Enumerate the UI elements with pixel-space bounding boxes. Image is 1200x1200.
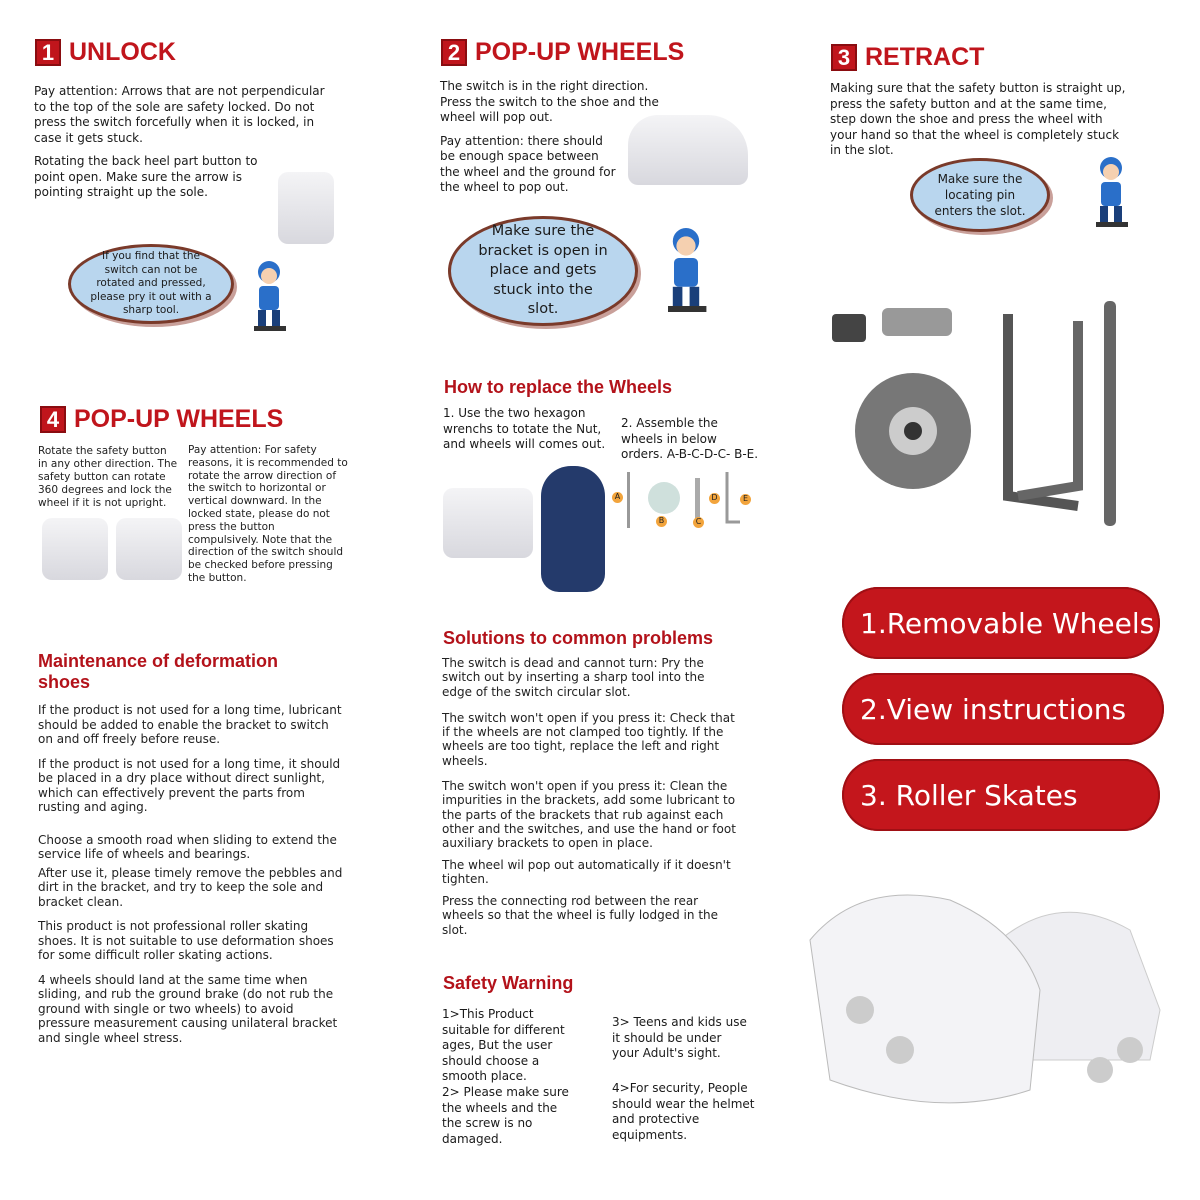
maintenance-para: This product is not professional roller skating shoes. It is not suitable to use deformation shoes for some difficult roller skating actions. (38, 919, 334, 962)
retract-text: Making sure that the safety button is straight up, press the safety button and at the same time, step down the shoe and press the wheel with your hand so that the wheel is completely stuck in the slot. (830, 81, 1126, 157)
maintenance-heading: Maintenance of deformation shoes (38, 651, 279, 692)
popup2-left-text: Rotate the safety button in any other direction. The safety button can rotate 360 degrees and lock the wheel if it is not upright. (38, 445, 178, 509)
tip-cloud: If you find that the switch can not be rotated and pressed, please pry it out with a sharp tool. (68, 244, 234, 324)
feature-removable-wheels: 1.Removable Wheels (842, 587, 1160, 659)
unlock-text-2: Rotating the back heel part button to point open. Make sure the arrow is pointing straight up the sole. (34, 154, 258, 199)
safety-heading: Safety Warning (443, 973, 574, 993)
step-1-heading: 1 UNLOCK (35, 38, 176, 67)
heel-button-image (116, 518, 182, 580)
assembly-order-diagram: A B C D E (612, 470, 760, 530)
wheel-removal-image (443, 488, 533, 558)
maintenance-para: After use it, please timely remove the pebbles and dirt in the bracket, and try to keep the sole and bracket clean. (38, 865, 343, 909)
skater-kid-icon (1086, 152, 1136, 232)
solution-para: The switch is dead and cannot turn: Pry the switch out by inserting a sharp tool into the edge of the switch circular slot. (442, 656, 705, 699)
solution-para: The wheel wil pop out automatically if it doesn't tighten. (442, 857, 731, 886)
solution-para: The switch won't open if you press it: Check that if the wheels are not clamped too tightly. If the wheels are too tight, replace the left and right wheels. (442, 710, 735, 768)
shoe-heel-image (278, 172, 334, 244)
safety-item-3: 3> Teens and kids use it should be under your Adult's sight. (612, 1015, 747, 1060)
safety-item-2: 2> Please make sure the wheels and the the screw is no damaged. (442, 1085, 569, 1146)
maintenance-para: 4 wheels should land at the same time when sliding, and rub the ground brake (do not rub the ground with single or two wheels) to avoid pressure measurement causing unilateral bracket and single wheel stress. (38, 972, 338, 1045)
heel-button-image (42, 518, 108, 580)
bracket-cloud: Make sure the bracket is open in place and gets stuck into the slot. (448, 216, 638, 326)
skater-kid-icon (244, 256, 294, 336)
locating-pin-cloud: Make sure the locating pin enters the slot. (910, 158, 1050, 232)
popup-text-2: Pay attention: there should be enough space between the wheel and the ground for the wheel to pop out. (440, 133, 616, 194)
safety-item-4: 4>For security, People should wear the helmet and protective equipments. (612, 1081, 755, 1142)
roller-shoes-image (800, 860, 1170, 1160)
shoe-sole-image (541, 466, 605, 592)
solutions-heading: Solutions to common problems (443, 628, 714, 648)
step-3-heading: 3 RETRACT (831, 43, 984, 72)
replace-step-1: 1. Use the two hexagon wrenchs to totate the Nut, and wheels will comes out. (443, 406, 606, 451)
maintenance-para: Choose a smooth road when sliding to extend the service life of wheels and bearings. (38, 832, 337, 861)
feature-roller-skates: 3. Roller Skates (842, 759, 1160, 831)
step-2-heading: 2 POP-UP WHEELS (441, 38, 684, 67)
replace-step-2: 2. Assemble the wheels in below orders. A-B-C-D-C- B-E. (621, 416, 759, 461)
feature-view-instructions: 2.View instructions (842, 673, 1164, 745)
unlock-text-1: Pay attention: Arrows that are not perpendicular to the top of the sole are safety locked. Do not press the switch forcefully when it is locked, in case it gets stuck. (34, 84, 325, 145)
maintenance-para: If the product is not used for a long time, lubricant should be added to enable the bracket to switch on and off freely before reuse. (38, 703, 342, 746)
shoe-wheels-image (628, 115, 748, 185)
skater-kid-icon (656, 222, 716, 318)
solution-para: Press the connecting rod between the rear wheels so that the wheel is fully lodged in the slot. (442, 894, 719, 937)
solution-para: The switch won't open if you press it: Clean the impurities in the brackets, add some lubricant to the parts of the brackets that rub against each other and the switches, and use the hand or foot auxiliary brackets to open in place. (442, 779, 736, 851)
step-4-heading: 4 POP-UP WHEELS (40, 405, 283, 434)
safety-item-1: 1>This Product suitable for different ages, But the user should choose a smooth place. (442, 1007, 565, 1083)
maintenance-para: If the product is not used for a long time, it should be placed in a dry place without direct sunlight, which can effectively prevent the parts from rusting and aging. (38, 756, 341, 814)
wheel-parts-image (828, 296, 1148, 536)
popup-text-1: The switch is in the right direction. Press the switch to the shoe and the wheel will pop out. (440, 79, 659, 124)
popup2-right-text: Pay attention: For safety reasons, it is recommended to rotate the arrow direction of the switch to horizontal or vertical downward. In the locked state, please do not press the button compulsively. Note that the direction of the switch should be checked before pressing the button. (188, 444, 348, 584)
replace-heading: How to replace the Wheels (444, 377, 673, 397)
